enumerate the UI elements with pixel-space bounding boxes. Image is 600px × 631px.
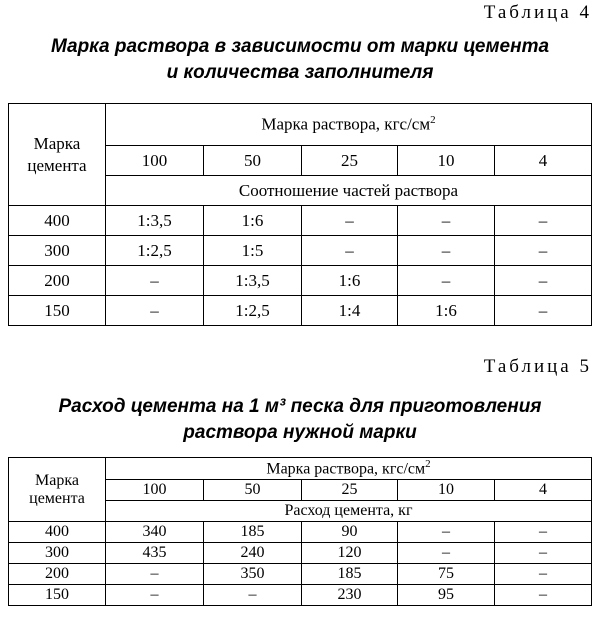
table4-cement-cell: 300 xyxy=(9,236,106,266)
table5-cell: 120 xyxy=(302,543,398,564)
table5-grade: 10 xyxy=(398,480,495,501)
table5-cell: 185 xyxy=(204,522,302,543)
table5-cell: – xyxy=(204,585,302,606)
table5-title xyxy=(0,394,600,446)
table4-sub-header: Соотношение частей раствора xyxy=(106,176,592,206)
table4-cell: – xyxy=(398,206,495,236)
table4-cell: – xyxy=(495,236,592,266)
table4-cell: 1:6 xyxy=(302,266,398,296)
table5-cement-cell: 300 xyxy=(9,543,106,564)
table4-cell: 1:5 xyxy=(204,236,302,266)
table5-title-line2: раствора нужной марки xyxy=(183,422,417,443)
table5-cell: – xyxy=(398,522,495,543)
table5-cement-cell: 150 xyxy=(9,585,106,606)
table5-title-line1: Расход цемента на 1 м³ песка для приготовления xyxy=(58,396,542,417)
table5-cell: – xyxy=(495,564,592,585)
table4-cell: – xyxy=(106,296,204,326)
table4-cell: – xyxy=(106,266,204,296)
table4-cell: 1:3,5 xyxy=(106,206,204,236)
table5-cell: – xyxy=(106,564,204,585)
table-row xyxy=(9,585,592,606)
table4-grade: 4 xyxy=(495,146,592,176)
table-row xyxy=(9,266,592,296)
table4-cell: – xyxy=(495,296,592,326)
table5-cell: – xyxy=(398,543,495,564)
table4-cement-cell: 400 xyxy=(9,206,106,236)
table-row xyxy=(9,236,592,266)
table4-cell: – xyxy=(495,206,592,236)
table5-sub-header: Расход цемента, кг xyxy=(106,501,592,522)
table5-cell: – xyxy=(106,585,204,606)
table4-cell: 1:3,5 xyxy=(204,266,302,296)
table-row xyxy=(9,522,592,543)
table4-grade: 25 xyxy=(302,146,398,176)
table4-grade: 10 xyxy=(398,146,495,176)
table4-cell: – xyxy=(398,266,495,296)
table4-cell: – xyxy=(302,236,398,266)
table5-cell: 350 xyxy=(204,564,302,585)
table4-cell: – xyxy=(495,266,592,296)
table5-cell: 240 xyxy=(204,543,302,564)
table5-cell: 185 xyxy=(302,564,398,585)
table5-cell: 95 xyxy=(398,585,495,606)
table5 xyxy=(8,457,592,606)
table4-title-line2: и количества заполнителя xyxy=(166,62,434,83)
table5-cement-cell: 200 xyxy=(9,564,106,585)
table5-cell: – xyxy=(495,522,592,543)
table4-grade: 50 xyxy=(204,146,302,176)
table4-cell: – xyxy=(398,236,495,266)
table4-title xyxy=(0,34,600,86)
table-row xyxy=(9,543,592,564)
table4-title-line1: Марка раствора в зависимости от марки цемента xyxy=(50,36,550,57)
table5-cell: – xyxy=(495,585,592,606)
table5-cell: – xyxy=(495,543,592,564)
table4-cell: 1:6 xyxy=(398,296,495,326)
table-row xyxy=(9,206,592,236)
table5-grade: 100 xyxy=(106,480,204,501)
table4-number-label: Таблица 4 xyxy=(483,2,592,23)
table5-group-header: Марка раствора, кгс/$см^2$ xyxy=(106,458,592,480)
table4-cement-cell: 150 xyxy=(9,296,106,326)
table4-grade: 100 xyxy=(106,146,204,176)
table4-group-header: Марка раствора, кгс/$см^2$ xyxy=(106,104,592,146)
table4-cell: – xyxy=(302,206,398,236)
table5-cell: 435 xyxy=(106,543,204,564)
table4-cement-cell: 200 xyxy=(9,266,106,296)
table5-cell: 340 xyxy=(106,522,204,543)
table5-grade: 50 xyxy=(204,480,302,501)
table5-row-header: Марка цемента xyxy=(9,458,106,522)
table4 xyxy=(8,103,592,326)
table4-cell: 1:2,5 xyxy=(204,296,302,326)
table5-cell: 90 xyxy=(302,522,398,543)
table4-cell: 1:6 xyxy=(204,206,302,236)
table5-cement-cell: 400 xyxy=(9,522,106,543)
table4-cell: 1:2,5 xyxy=(106,236,204,266)
table5-grade: 4 xyxy=(495,480,592,501)
table-row xyxy=(9,296,592,326)
table4-cell: 1:4 xyxy=(302,296,398,326)
table5-number-label: Таблица 5 xyxy=(483,356,592,377)
table5-cell: 75 xyxy=(398,564,495,585)
table-row xyxy=(9,564,592,585)
table5-cell: 230 xyxy=(302,585,398,606)
table4-row-header: Марка цемента xyxy=(9,104,106,206)
table5-grade: 25 xyxy=(302,480,398,501)
